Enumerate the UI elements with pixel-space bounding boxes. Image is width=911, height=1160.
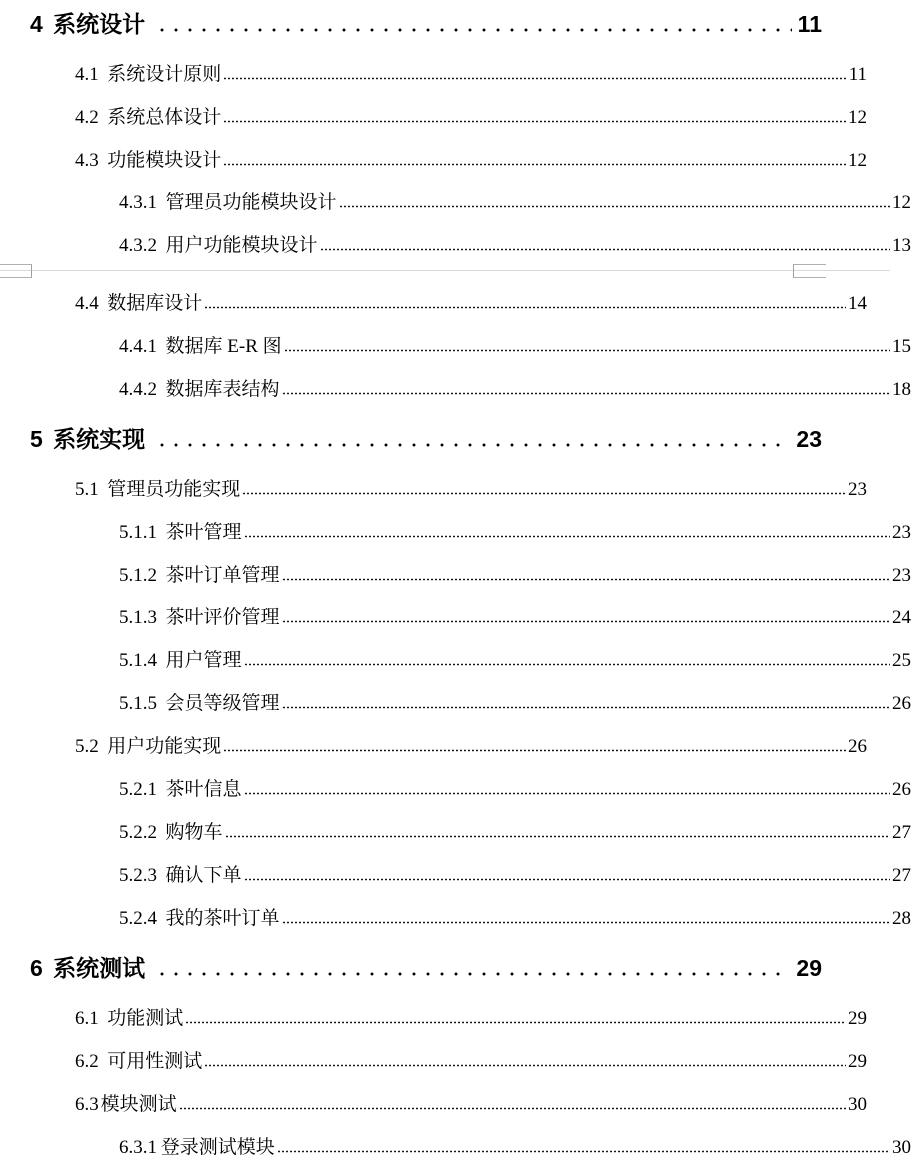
dot-leader — [339, 205, 890, 208]
dot-leader — [242, 492, 846, 495]
toc-number: 4.1 — [75, 64, 99, 85]
dot-leader — [204, 306, 846, 309]
toc-section-6-3[interactable] — [0, 1089, 867, 1116]
toc-title: 系统设计原则 — [107, 64, 222, 85]
toc-page-number: 30 — [848, 1094, 867, 1115]
toc-title: 确认下单 — [165, 865, 242, 886]
toc-title: 数据库表结构 — [165, 379, 280, 400]
toc-subsection-5-1-3[interactable] — [0, 602, 911, 629]
toc-title: 可用性测试 — [107, 1051, 203, 1072]
toc-number: 5.2.2 — [119, 822, 157, 843]
dot-leader — [320, 248, 890, 251]
toc-page-number: 29 — [848, 1051, 867, 1072]
toc-title: 数据库设计 — [107, 293, 203, 314]
toc-number: 4.4.1 — [119, 336, 157, 357]
toc-section-5-2[interactable] — [0, 731, 867, 758]
toc-page-number: 18 — [892, 379, 911, 400]
dot-leader — [225, 835, 890, 838]
dot-leader — [223, 163, 846, 166]
toc-page-number: 23 — [892, 522, 911, 543]
toc-subsection-4-3-1[interactable] — [0, 187, 911, 214]
toc-title: 会员等级管理 — [165, 693, 280, 714]
toc-number: 5.1.5 — [119, 693, 157, 714]
toc-subsection-5-1-2[interactable] — [0, 560, 911, 587]
toc-page-number: 23 — [848, 479, 867, 500]
dot-leader — [204, 1064, 846, 1067]
toc-title: 用户功能模块设计 — [165, 235, 318, 256]
dot-leader — [223, 120, 846, 123]
toc-number: 5.1.4 — [119, 650, 157, 671]
toc-section-4-3[interactable] — [0, 145, 867, 172]
toc-title: 登录测试模块 — [160, 1137, 275, 1158]
dot-leader — [277, 1150, 890, 1153]
toc-subsection-4-4-1[interactable] — [0, 331, 911, 358]
dot-leader — [282, 921, 890, 924]
toc-page-number: 25 — [892, 650, 911, 671]
toc-subsection-5-2-2[interactable] — [0, 817, 911, 844]
dot-leader — [153, 28, 792, 32]
toc-number: 5 — [30, 426, 43, 452]
dot-leader — [282, 392, 890, 395]
toc-page-number: 28 — [892, 908, 911, 929]
toc-title: 茶叶评价管理 — [165, 607, 280, 628]
toc-title: 系统测试 — [53, 955, 146, 981]
toc-number: 5.1 — [75, 479, 99, 500]
toc-title: 系统实现 — [53, 426, 146, 452]
toc-number: 4.2 — [75, 107, 99, 128]
toc-title: 系统设计 — [53, 11, 146, 37]
toc-number: 6.3.1 — [119, 1137, 157, 1158]
dot-leader — [153, 972, 790, 976]
toc-title: 管理员功能实现 — [107, 479, 241, 500]
toc-page-number: 29 — [796, 955, 822, 981]
toc-number: 4.4.2 — [119, 379, 157, 400]
toc-title: 茶叶信息 — [165, 779, 242, 800]
toc-number: 6.3 — [75, 1094, 99, 1115]
toc-chapter-5[interactable] — [0, 421, 822, 454]
toc-subsection-5-2-3[interactable] — [0, 860, 911, 887]
dot-leader — [223, 749, 846, 752]
dot-leader — [244, 663, 890, 666]
toc-number: 4.4 — [75, 293, 99, 314]
toc-subsection-5-2-1[interactable] — [0, 774, 911, 801]
toc-page-number: 26 — [848, 736, 867, 757]
toc-number: 5.1.3 — [119, 607, 157, 628]
toc-title: 功能测试 — [107, 1008, 184, 1029]
toc-section-4-1[interactable] — [0, 59, 867, 86]
toc-page-number: 12 — [848, 150, 867, 171]
toc-page-number: 30 — [892, 1137, 911, 1158]
toc-number: 5.2 — [75, 736, 99, 757]
dot-leader — [282, 578, 890, 581]
dot-leader — [282, 620, 890, 623]
toc-page-number: 14 — [848, 293, 867, 314]
toc-page-number: 11 — [797, 11, 822, 37]
toc-page-number: 12 — [848, 107, 867, 128]
toc-title: 我的茶叶订单 — [165, 908, 280, 929]
toc-title: 功能模块设计 — [107, 150, 222, 171]
toc-page-number: 26 — [892, 779, 911, 800]
toc-subsection-4-3-2[interactable] — [0, 230, 911, 257]
toc-number: 4.3 — [75, 150, 99, 171]
toc-subsection-5-1-5[interactable] — [0, 688, 911, 715]
toc-section-5-1[interactable] — [0, 474, 867, 501]
toc-page-number: 13 — [892, 235, 911, 256]
dot-leader — [179, 1107, 846, 1110]
toc-section-6-2[interactable] — [0, 1046, 867, 1073]
dot-leader — [244, 878, 890, 881]
toc-title: 茶叶管理 — [165, 522, 242, 543]
toc-section-4-4[interactable] — [0, 288, 867, 315]
dot-leader — [244, 535, 890, 538]
toc-title: 茶叶订单管理 — [165, 565, 280, 586]
toc-subsection-5-1-1[interactable] — [0, 517, 911, 544]
toc-subsection-4-4-2[interactable] — [0, 374, 911, 401]
toc-section-4-2[interactable] — [0, 102, 867, 129]
toc-page-number: 27 — [892, 822, 911, 843]
toc-title: 数据库 E-R 图 — [165, 336, 282, 357]
toc-number: 4.3.1 — [119, 192, 157, 213]
dot-leader — [223, 77, 846, 80]
toc-title: 管理员功能模块设计 — [165, 192, 337, 213]
toc-subsection-5-1-4[interactable] — [0, 645, 911, 672]
toc-number: 5.2.4 — [119, 908, 157, 929]
page-corner-marker-left — [0, 264, 32, 278]
toc-number: 4 — [30, 11, 43, 37]
toc-number: 6 — [30, 955, 43, 981]
toc-page-number: 23 — [892, 565, 911, 586]
page-corner-marker-right — [793, 264, 826, 278]
toc-page-number: 24 — [892, 607, 911, 628]
toc-number: 5.2.1 — [119, 779, 157, 800]
dot-leader — [185, 1021, 846, 1024]
toc-title: 用户功能实现 — [107, 736, 222, 757]
toc-page-number: 15 — [892, 336, 911, 357]
toc-page-number: 23 — [796, 426, 822, 452]
toc-chapter-6[interactable] — [0, 950, 822, 983]
toc-page-number: 29 — [848, 1008, 867, 1029]
toc-page-number: 12 — [892, 192, 911, 213]
toc-title: 用户管理 — [165, 650, 242, 671]
dot-leader — [282, 706, 890, 709]
toc-title: 购物车 — [165, 822, 223, 843]
toc-page-number: 11 — [848, 64, 867, 85]
toc-title: 系统总体设计 — [107, 107, 222, 128]
toc-subsection-6-3-1[interactable] — [0, 1132, 911, 1159]
toc-page-number: 27 — [892, 865, 911, 886]
dot-leader — [153, 443, 790, 447]
toc-number: 5.2.3 — [119, 865, 157, 886]
dot-leader — [284, 349, 890, 352]
toc-number: 6.1 — [75, 1008, 99, 1029]
toc-section-6-1[interactable] — [0, 1003, 867, 1030]
toc-number: 5.1.2 — [119, 565, 157, 586]
toc-page-number: 26 — [892, 693, 911, 714]
toc-number: 6.2 — [75, 1051, 99, 1072]
page-break-line — [0, 270, 890, 271]
toc-chapter-4[interactable] — [0, 6, 822, 39]
toc-subsection-5-2-4[interactable] — [0, 903, 911, 930]
toc-title: 模块测试 — [100, 1094, 177, 1115]
toc-number: 5.1.1 — [119, 522, 157, 543]
toc-number: 4.3.2 — [119, 235, 157, 256]
dot-leader — [244, 792, 890, 795]
